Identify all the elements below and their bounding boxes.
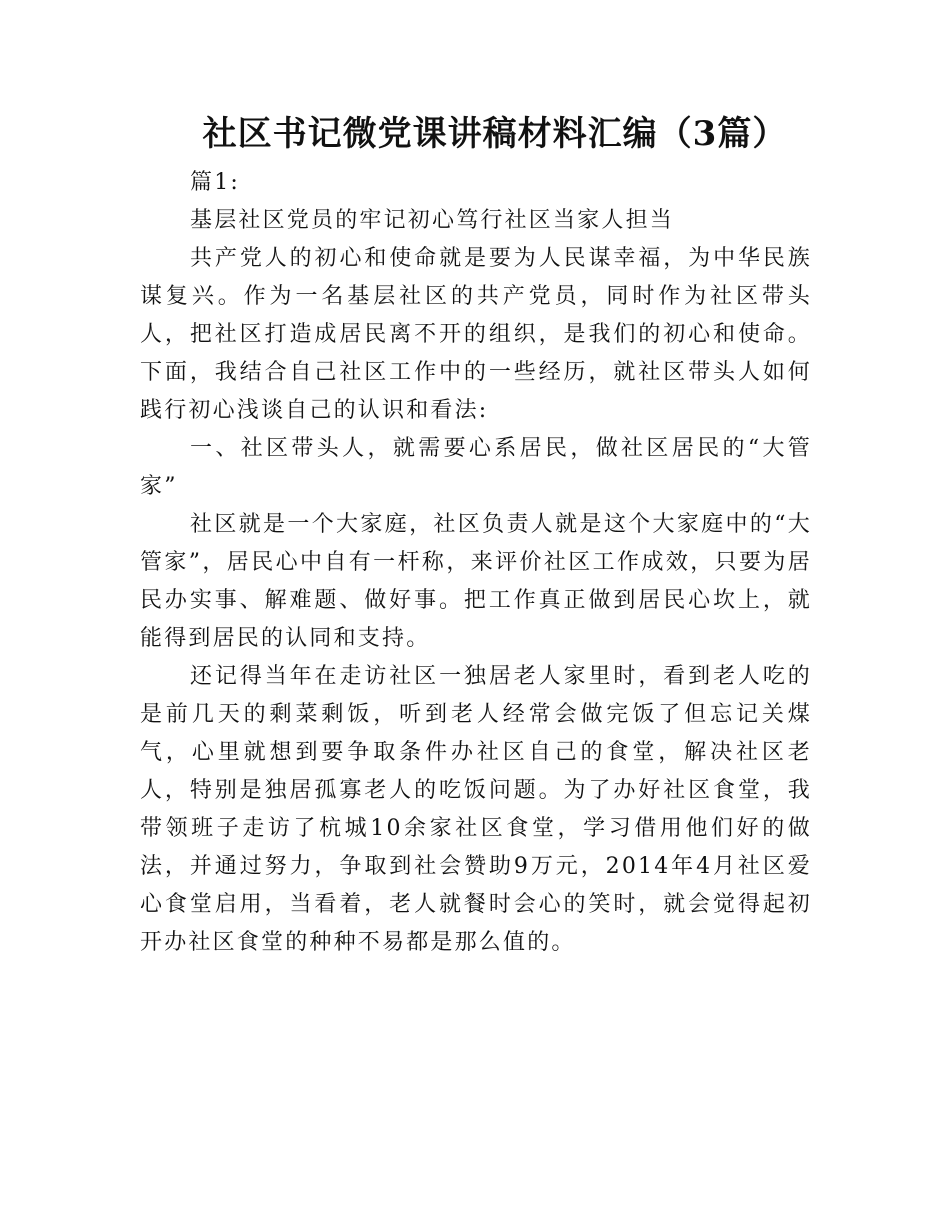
document-title: 社区书记微党课讲稿材料汇编（3篇） (202, 114, 788, 154)
paragraph-manager: 社区就是一个大家庭，社区负责人就是这个大家庭中的“大管家”，居民心中自有一杆称，来评价社区工作成效，只要为居民办实事、解难题、做好事。把工作真正做到居民心坎上，就能得到居民的认同和支持。 (140, 512, 812, 651)
article-heading: 基层社区党员的牢记初心笃行社区当家人担当 (190, 208, 675, 233)
document-body (140, 164, 812, 962)
paragraph-intro: 共产党人的初心和使命就是要为人民谋幸福，为中华民族谋复兴。作为一名基层社区的共产党员，同时作为社区带头人，把社区打造成居民离不开的组织，是我们的初心和使命。下面，我结合自己社区工作中的一些经历，就社区带头人如何践行初心浅谈自己的认识和看法: (140, 246, 812, 423)
paragraph-canteen: 还记得当年在走访社区一独居老人家里时，看到老人吃的是前几天的剩菜剩饭，听到老人经常会做完饭了但忘记关煤气，心里就想到要争取条件办社区自己的食堂，解决社区老人，特别是独居孤寡老人的吃饭问题。为了办好社区食堂，我带领班子走访了杭城10余家社区食堂，学习借用他们好的做法，并通过努力，争取到社会赞助9万元，2014年4月社区爱心食堂启用，当看着，老人就餐时会心的笑时，就会觉得起初开办社区食堂的种种不易都是那么值的。 (140, 664, 812, 955)
section-label: 篇1: (190, 170, 241, 195)
section-heading-1: 一、社区带头人，就需要心系居民，做社区居民的“大管家” (140, 436, 812, 499)
